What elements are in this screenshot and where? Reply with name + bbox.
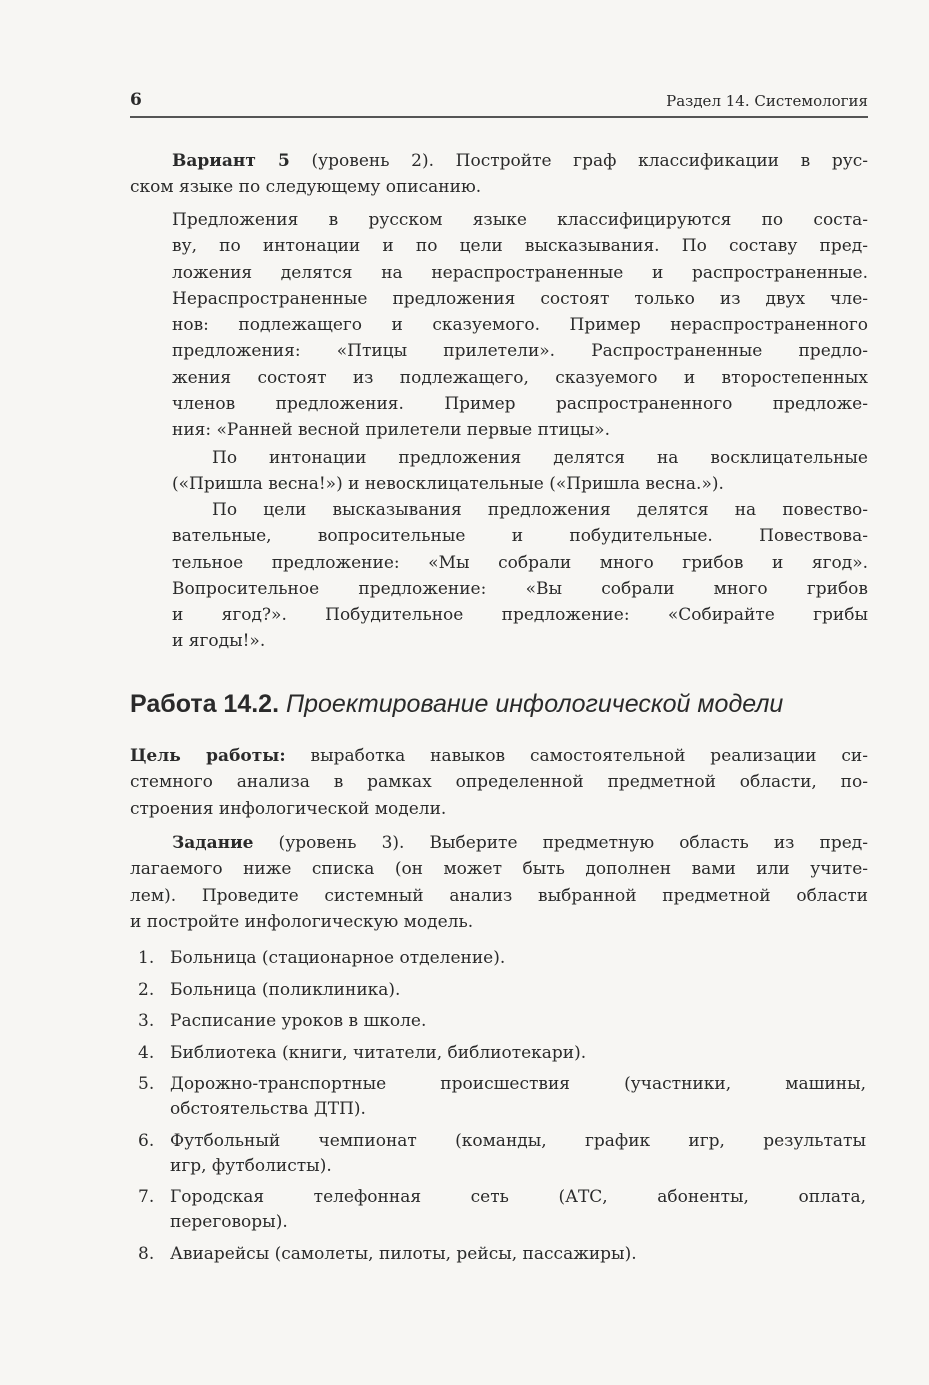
- text-line: По интонации предложения делятся на восклицательные: [212, 448, 868, 468]
- text-line: и ягод?». Побудительное предложение: «Собирайте грибы: [172, 605, 868, 626]
- text-line: ния: «Ранней весной прилетели первые птицы».: [172, 420, 610, 441]
- list-item: [138, 1185, 866, 1235]
- text-line: Предложения в русском языке классифицируются по соста-: [172, 210, 868, 230]
- page-header: [130, 88, 868, 118]
- text-line: членов предложения. Пример распространенного предложе-: [172, 394, 868, 415]
- intonation-paragraph: [172, 445, 868, 498]
- list-text: Больница (поликлиника).: [170, 979, 401, 1000]
- task-paragraph: Задание (уровень 3). Выберите предметную область из пред- лагаемого ниже списка (он может быть дополнен вами или учите- лем). Проведите системный анализ выбранной предметной области и постройте инфологическую модель.: [130, 833, 868, 932]
- text-line: ложения делятся на нераспространенные и распространенные.: [172, 262, 868, 283]
- list-number: 2.: [138, 979, 155, 1000]
- list-number: 5.: [138, 1074, 155, 1094]
- list-number: 6.: [138, 1130, 155, 1151]
- subject-area-list: [138, 946, 866, 1273]
- task-lead: Задание: [172, 833, 254, 853]
- text-line: вательные, вопросительные и побудительные. Повествова-: [172, 526, 868, 547]
- text-line: ву, по интонации и по цели высказывания. По составу пред-: [172, 236, 868, 257]
- list-number: 8.: [138, 1243, 155, 1264]
- list-item: [138, 1242, 866, 1267]
- list-item: [138, 978, 866, 1003]
- variant-lead: Вариант 5: [172, 151, 290, 171]
- list-text: Городская телефонная сеть (АТС, абоненты, оплата,: [170, 1187, 866, 1207]
- text-line: предложения: «Птицы прилетели». Распространенные предло-: [172, 341, 868, 362]
- list-item: [138, 1072, 866, 1122]
- section-heading: Работа 14.2. Проектирование инфологической модели: [130, 690, 784, 718]
- list-text: Больница (стационарное отделение).: [170, 948, 506, 968]
- text-line: («Пришла весна!») и невосклицательные («Пришла весна.»).: [172, 474, 724, 495]
- list-text: Библиотека (книги, читатели, библиотекари).: [170, 1042, 587, 1063]
- purpose-paragraph: [172, 497, 868, 655]
- list-text: обстоятельства ДТП).: [170, 1099, 366, 1119]
- list-text: игр, футболисты).: [170, 1155, 332, 1176]
- text-line: нов: подлежащего и сказуемого. Пример нераспространенного: [172, 315, 868, 336]
- text-line: По цели высказывания предложения делятся на повество-: [212, 500, 868, 520]
- text-line: жения состоят из подлежащего, сказуемого и второстепенных: [172, 367, 868, 388]
- list-text: переговоры).: [170, 1212, 288, 1232]
- list-item: [138, 1009, 866, 1034]
- goal-lead: Цель работы:: [130, 746, 286, 766]
- goal-paragraph: Цель работы: выработка навыков самостоятельной реализации си- стемного анализа в рамках определенной предметной области, по- строения инфологической модели.: [130, 746, 868, 819]
- list-number: 4.: [138, 1042, 155, 1063]
- classification-description: [172, 207, 868, 444]
- text-line: тельное предложение: «Мы собрали много грибов и ягод».: [172, 552, 868, 573]
- list-number: 3.: [138, 1011, 155, 1031]
- page-number: 6: [130, 90, 142, 110]
- variant-paragraph: Вариант 5 (уровень 2). Постройте граф классификации в рус- ском языке по следующему описанию.: [130, 151, 869, 198]
- list-text: Авиарейсы (самолеты, пилоты, рейсы, пассажиры).: [170, 1243, 637, 1264]
- running-title: Раздел 14. Системология: [666, 92, 868, 110]
- list-number: 1.: [138, 948, 155, 968]
- list-text: Футбольный чемпионат (команды, график игр, результаты: [170, 1130, 866, 1151]
- text-line: Вопросительное предложение: «Вы собрали много грибов: [172, 578, 868, 599]
- text-line: Нераспространенные предложения состоят только из двух чле-: [172, 288, 868, 309]
- list-item: [138, 946, 866, 971]
- list-number: 7.: [138, 1187, 155, 1207]
- list-item: [138, 1041, 866, 1066]
- text-line: и ягоды!».: [172, 631, 266, 652]
- list-text: Расписание уроков в школе.: [170, 1011, 427, 1031]
- list-text: Дорожно-транспортные происшествия (участники, машины,: [170, 1074, 866, 1094]
- list-item: [138, 1129, 866, 1179]
